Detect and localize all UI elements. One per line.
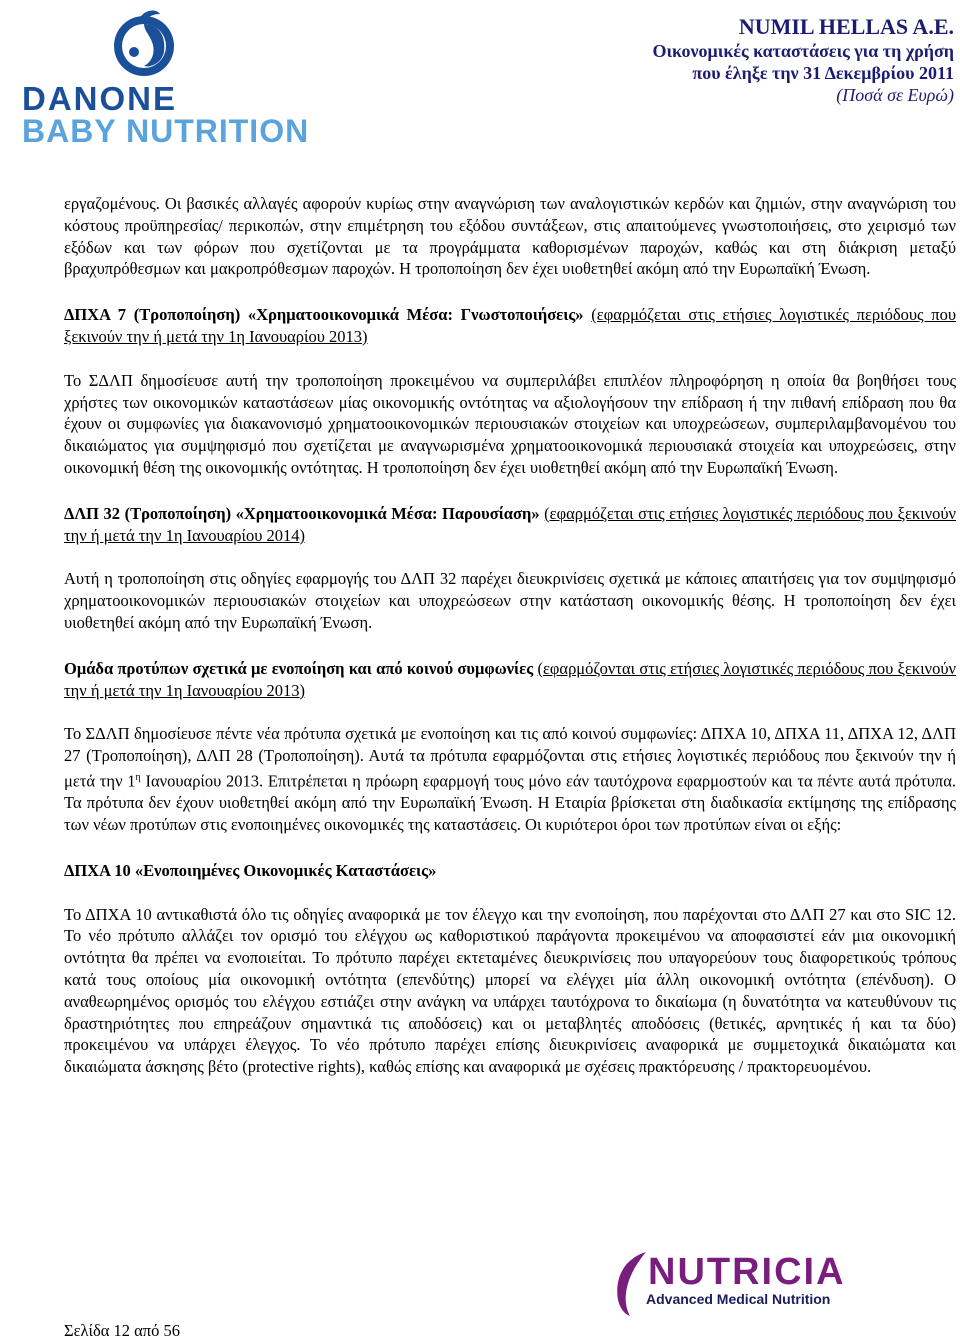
nutricia-tagline: Advanced Medical Nutrition [646,1291,831,1307]
nutricia-logo [612,1248,846,1318]
paragraph-consolidation-part1: Το ΣΔΛΠ δημοσίευσε πέντε νέα πρότυπα σχετικά με ενοποίηση και τις από κοινού συμφωνίες: ΔΠΧΑ 10, ΔΠΧΑ 11, ΔΠΧΑ 12, ΔΛΠ 27 (Τροποποίηση), ΔΛΠ 28 (Τροποποίηση). Αυτά τα πρότυπα εφαρμόζονται στις ετήσιες λογιστικές περιόδους που ξεκινούν την ή μετά την 1 [64,724,956,791]
heading-ias32 [64,503,956,547]
paragraph-ias19-continued: εργαζομένους. Οι βασικές αλλαγές αφορούν κυρίως στην αναγνώριση των αναλογιστικών κερδών και ζημιών, στην αναγνώριση του κόστους προϋπηρεσίας/ περικοπών, στην επιμέτρηση του εξόδου συντάξεων, στις απαιτούμενες γνωστοποιήσεις, στο χειρισμό των εξόδων και των φόρων που σχετίζονται με τα προγράμματα καθορισμένων παροχών, καθώς και στη διάκριση μεταξύ βραχυπρόθεσμων και μακροπρόθεσμων παροχών. Η τροποποίηση δεν έχει υιοθετηθεί ακόμη από την Ευρωπαϊκή Ένωση. [64,194,956,279]
paragraph-consolidation-part2: Ιανουαρίου 2013. Επιτρέπεται η πρόωρη εφαρμογή τους μόνο εάν ταυτόχρονα εφαρμοστούν και τα πέντε αυτά πρότυπα. Τα πρότυπα δεν έχουν υιοθετηθεί ακόμη από την Ευρωπαϊκή Ένωση. Η Εταιρία βρίσκεται στη διαδικασία εκτίμησης της επίδρασης των νέων προτύπων στις ενοποιημένες οικονομικές της καταστάσεις. Οι κυριότεροι όροι των προτύπων είναι οι εξής: [64,771,956,835]
heading-ifrs7-title: ΔΠΧΑ 7 (Τροποποίηση) «Χρηματοοικονομικά Μέσα: Γνωστοποιήσεις» [64,305,584,325]
company-name: NUMIL HELLAS A.E. [738,14,954,39]
danone-logo [22,8,312,149]
heading-ifrs7 [64,304,956,348]
paragraph-ias32: Αυτή η τροποποίηση στις οδηγίες εφαρμογής του ΔΛΠ 32 παρέχει διευκρινίσεις σχετικά με κάποιες απαιτήσεις για τον συμψηφισμό χρηματοοικονομικών περιουσιακών στοιχείων και υποχρεώσεων στην κατάσταση οικονομικής θέσης. Η τροποποίηση δεν έχει υιοθετηθεί ακόμη από την Ευρωπαϊκή Ένωση. [64,569,956,632]
heading-ifrs10: ΔΠΧΑ 10 «Ενοποιημένες Οικονομικές Καταστάσεις» [64,860,437,880]
document-header [652,14,954,106]
report-period: που έληξε την 31 Δεκεμβρίου 2011 [692,63,954,83]
danone-child-emblem-icon [104,8,194,82]
heading-consolidation-group [64,658,956,702]
baby-nutrition-wordmark: BABY NUTRITION [22,113,310,149]
paragraph-ifrs10: Το ΔΠΧΑ 10 αντικαθιστά όλο τις οδηγίες αναφορικά με τον έλεγχο και την ενοποίηση, που παρέχονται στο ΔΛΠ 27 και στο SIC 12. Το νέο πρότυπο αλλάζει τον ορισμό του ελέγχου ως καθοριστικού παράγοντα προκειμένου να αποφασιστεί εάν μια οικονομική οντότητα θα πρέπει να ενοποιείται. Το πρότυπο παρέχει εκτεταμένες διευκρινίσεις που υπαγορεύουν τους διαφορετικούς τρόπους κατά τους οποίους μία οικονομική οντότητα (επενδύτης) μπορεί να ελέγχει μία άλλη οικονομική οντότητα (επένδυση). Ο αναθεωρημένος ορισμός του ελέγχου εστιάζει στην ανάγκη να υπάρχει ταυτόχρονα το δικαίωμα (η δυνατότητα να κατευθύνουν τις δραστηριότητες που επηρεάζουν σημαντικά τις αποδόσεις) και οι μεταβλητές αποδόσεις (θετικές, αρνητικές ή και τα δύο) προκειμένου να υπάρχει έλεγχος. Το νέο πρότυπο παρέχει επίσης διευκρινίσεις αναφορικά με συμμετοχικά δικαιώματα και δικαιώματα άσκησης βέτο (protective rights), καθώς επίσης και αναφορικά με σχέσεις πρακτόρευσης / πρακτορευομένου. [64,904,956,1077]
nutricia-wordmark: NUTRICIA [648,1251,846,1293]
currency-note: (Ποσά σε Ευρώ) [836,85,954,105]
heading-ias32-title: ΔΛΠ 32 (Τροποποίηση) «Χρηματοοικονομικά Μέσα: Παρουσίαση» [64,503,540,523]
nutricia-swoosh-icon [612,1248,652,1318]
page-number: Σελίδα 12 από 56 [64,1321,180,1340]
document-body [64,193,956,1078]
heading-ias32-effective: (εφαρμόζεται στις ετήσιες λογιστικές περιόδους που ξεκινούν την ή μετά την 1η Ιανουαρίου 2014) [64,503,957,545]
paragraph-consolidation [64,723,956,835]
heading-consolidation-effective: (εφαρμόζονται στις ετήσιες λογιστικές περιόδους που ξεκινούν την ή μετά την 1η Ιανουαρίου 2013) [64,658,957,700]
paragraph-ifrs7: Το ΣΔΛΠ δημοσίευσε αυτή την τροποποίηση προκειμένου να συμπεριλάβει επιπλέον πληροφόρηση η οποία θα βοηθήσει τους χρήστες των οικονομικών καταστάσεων μίας οικονομικής οντότητας να αξιολογήσουν την επίδραση ή την πιθανή επίδραση που θα έχουν οι συμφωνίες για διακανονισμό χρηματοοικονομικών περιουσιακών στοιχείων και υποχρεώσεων, συμπεριλαμβανομένου του δικαιώματος για συμψηφισμό που σχετίζεται με αναγνωρισμένα χρηματοοικονομικά περιουσιακά στοιχεία και υποχρεώσεις, στην οικονομική θέση της οικονομικής οντότητας. Η τροποποίηση δεν έχει υιοθετηθεί ακόμη από την Ευρωπαϊκή Ένωση. [64,370,956,477]
heading-consolidation-title: Ομάδα προτύπων σχετικά με ενοποίηση και από κοινού συμφωνίες [64,658,534,678]
danone-wordmark: DANONE [22,80,178,117]
report-title: Οικονομικές καταστάσεις για τη χρήση [652,41,954,61]
ordinal-superscript: η [135,771,141,783]
heading-ifrs7-effective: (εφαρμόζεται στις ετήσιες λογιστικές περιόδους που ξεκινούν την ή μετά την 1η Ιανουαρίου 2013) [64,305,956,346]
